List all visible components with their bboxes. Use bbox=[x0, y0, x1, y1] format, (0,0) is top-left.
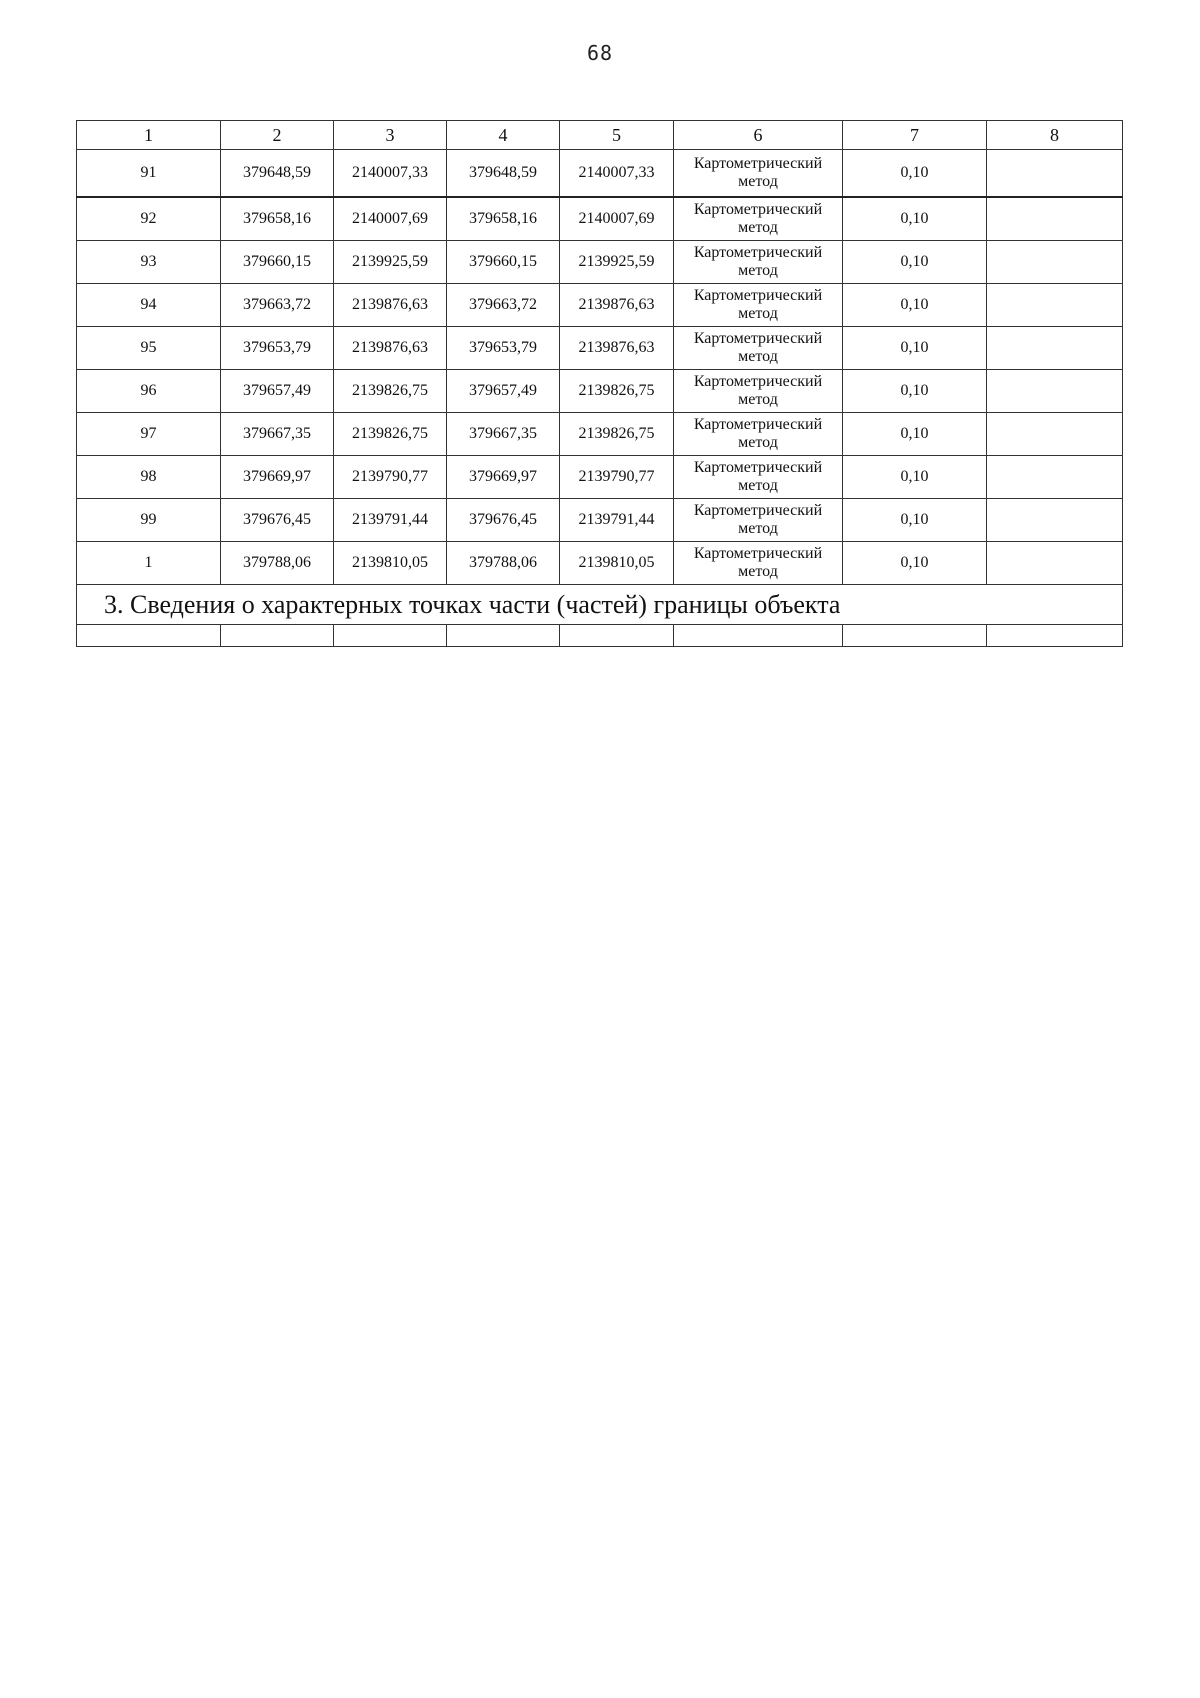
x-coordinate-new-cell: 379658,16 bbox=[447, 197, 560, 241]
point-number-cell: 98 bbox=[77, 456, 221, 499]
method-cell: Картометрический метод bbox=[674, 413, 843, 456]
x-coordinate-new-cell: 379669,97 bbox=[447, 456, 560, 499]
note-cell bbox=[987, 456, 1123, 499]
x-coordinate-cell: 379667,35 bbox=[221, 413, 334, 456]
x-coordinate-new-cell: 379663,72 bbox=[447, 284, 560, 327]
x-coordinate-cell: 379676,45 bbox=[221, 499, 334, 542]
column-header: 5 bbox=[560, 121, 674, 150]
x-coordinate-cell: 379658,16 bbox=[221, 197, 334, 241]
section-row bbox=[77, 585, 1123, 625]
table-row bbox=[77, 197, 1123, 241]
point-number-cell: 94 bbox=[77, 284, 221, 327]
x-coordinate-cell: 379663,72 bbox=[221, 284, 334, 327]
point-number-cell: 91 bbox=[77, 150, 221, 198]
note-cell bbox=[987, 542, 1123, 585]
note-cell bbox=[987, 499, 1123, 542]
x-coordinate-new-cell: 379788,06 bbox=[447, 542, 560, 585]
y-coordinate-cell: 2139826,75 bbox=[334, 413, 447, 456]
empty-cell bbox=[77, 625, 221, 647]
method-cell: Картометрический метод bbox=[674, 499, 843, 542]
empty-row bbox=[77, 625, 1123, 647]
table-row bbox=[77, 456, 1123, 499]
x-coordinate-cell: 379788,06 bbox=[221, 542, 334, 585]
table-row bbox=[77, 150, 1123, 198]
column-header: 6 bbox=[674, 121, 843, 150]
accuracy-cell: 0,10 bbox=[843, 413, 987, 456]
column-header: 4 bbox=[447, 121, 560, 150]
x-coordinate-cell: 379648,59 bbox=[221, 150, 334, 198]
x-coordinate-new-cell: 379676,45 bbox=[447, 499, 560, 542]
accuracy-cell: 0,10 bbox=[843, 370, 987, 413]
table-row bbox=[77, 413, 1123, 456]
y-coordinate-new-cell: 2139826,75 bbox=[560, 370, 674, 413]
note-cell bbox=[987, 327, 1123, 370]
method-cell: Картометрический метод bbox=[674, 542, 843, 585]
header-row bbox=[77, 121, 1123, 150]
accuracy-cell: 0,10 bbox=[843, 456, 987, 499]
note-cell bbox=[987, 150, 1123, 198]
column-header: 1 bbox=[77, 121, 221, 150]
empty-cell bbox=[560, 625, 674, 647]
y-coordinate-new-cell: 2139791,44 bbox=[560, 499, 674, 542]
x-coordinate-new-cell: 379653,79 bbox=[447, 327, 560, 370]
coordinates-table bbox=[76, 120, 1123, 647]
column-header: 2 bbox=[221, 121, 334, 150]
point-number-cell: 92 bbox=[77, 197, 221, 241]
y-coordinate-cell: 2140007,33 bbox=[334, 150, 447, 198]
table-row bbox=[77, 241, 1123, 284]
y-coordinate-cell: 2140007,69 bbox=[334, 197, 447, 241]
accuracy-cell: 0,10 bbox=[843, 499, 987, 542]
table-row bbox=[77, 327, 1123, 370]
accuracy-cell: 0,10 bbox=[843, 284, 987, 327]
y-coordinate-cell: 2139790,77 bbox=[334, 456, 447, 499]
point-number-cell: 1 bbox=[77, 542, 221, 585]
y-coordinate-new-cell: 2140007,69 bbox=[560, 197, 674, 241]
point-number-cell: 95 bbox=[77, 327, 221, 370]
method-cell: Картометрический метод bbox=[674, 370, 843, 413]
x-coordinate-new-cell: 379648,59 bbox=[447, 150, 560, 198]
point-number-cell: 99 bbox=[77, 499, 221, 542]
y-coordinate-cell: 2139810,05 bbox=[334, 542, 447, 585]
table-row bbox=[77, 542, 1123, 585]
table-row bbox=[77, 370, 1123, 413]
x-coordinate-new-cell: 379667,35 bbox=[447, 413, 560, 456]
y-coordinate-new-cell: 2140007,33 bbox=[560, 150, 674, 198]
method-cell: Картометрический метод bbox=[674, 197, 843, 241]
y-coordinate-cell: 2139925,59 bbox=[334, 241, 447, 284]
note-cell bbox=[987, 284, 1123, 327]
empty-cell bbox=[334, 625, 447, 647]
method-cell: Картометрический метод bbox=[674, 241, 843, 284]
accuracy-cell: 0,10 bbox=[843, 150, 987, 198]
point-number-cell: 96 bbox=[77, 370, 221, 413]
y-coordinate-cell: 2139826,75 bbox=[334, 370, 447, 413]
empty-cell bbox=[843, 625, 987, 647]
point-number-cell: 93 bbox=[77, 241, 221, 284]
note-cell bbox=[987, 241, 1123, 284]
accuracy-cell: 0,10 bbox=[843, 241, 987, 284]
accuracy-cell: 0,10 bbox=[843, 197, 987, 241]
empty-cell bbox=[447, 625, 560, 647]
x-coordinate-cell: 379653,79 bbox=[221, 327, 334, 370]
x-coordinate-new-cell: 379657,49 bbox=[447, 370, 560, 413]
x-coordinate-cell: 379657,49 bbox=[221, 370, 334, 413]
note-cell bbox=[987, 413, 1123, 456]
x-coordinate-cell: 379660,15 bbox=[221, 241, 334, 284]
column-header: 3 bbox=[334, 121, 447, 150]
x-coordinate-new-cell: 379660,15 bbox=[447, 241, 560, 284]
column-header: 8 bbox=[987, 121, 1123, 150]
table-row bbox=[77, 284, 1123, 327]
y-coordinate-new-cell: 2139810,05 bbox=[560, 542, 674, 585]
method-cell: Картометрический метод bbox=[674, 456, 843, 499]
section-title: 3. Сведения о характерных точках части (частей) границы объекта bbox=[77, 585, 1123, 625]
note-cell bbox=[987, 370, 1123, 413]
table-row bbox=[77, 499, 1123, 542]
page-number: 68 bbox=[586, 41, 614, 65]
y-coordinate-new-cell: 2139876,63 bbox=[560, 327, 674, 370]
method-cell: Картометрический метод bbox=[674, 327, 843, 370]
column-header: 7 bbox=[843, 121, 987, 150]
method-cell: Картометрический метод bbox=[674, 284, 843, 327]
method-cell: Картометрический метод bbox=[674, 150, 843, 198]
accuracy-cell: 0,10 bbox=[843, 327, 987, 370]
y-coordinate-cell: 2139876,63 bbox=[334, 327, 447, 370]
empty-cell bbox=[987, 625, 1123, 647]
y-coordinate-new-cell: 2139826,75 bbox=[560, 413, 674, 456]
y-coordinate-cell: 2139876,63 bbox=[334, 284, 447, 327]
y-coordinate-new-cell: 2139925,59 bbox=[560, 241, 674, 284]
empty-cell bbox=[221, 625, 334, 647]
y-coordinate-new-cell: 2139876,63 bbox=[560, 284, 674, 327]
point-number-cell: 97 bbox=[77, 413, 221, 456]
y-coordinate-cell: 2139791,44 bbox=[334, 499, 447, 542]
y-coordinate-new-cell: 2139790,77 bbox=[560, 456, 674, 499]
note-cell bbox=[987, 197, 1123, 241]
x-coordinate-cell: 379669,97 bbox=[221, 456, 334, 499]
accuracy-cell: 0,10 bbox=[843, 542, 987, 585]
empty-cell bbox=[674, 625, 843, 647]
